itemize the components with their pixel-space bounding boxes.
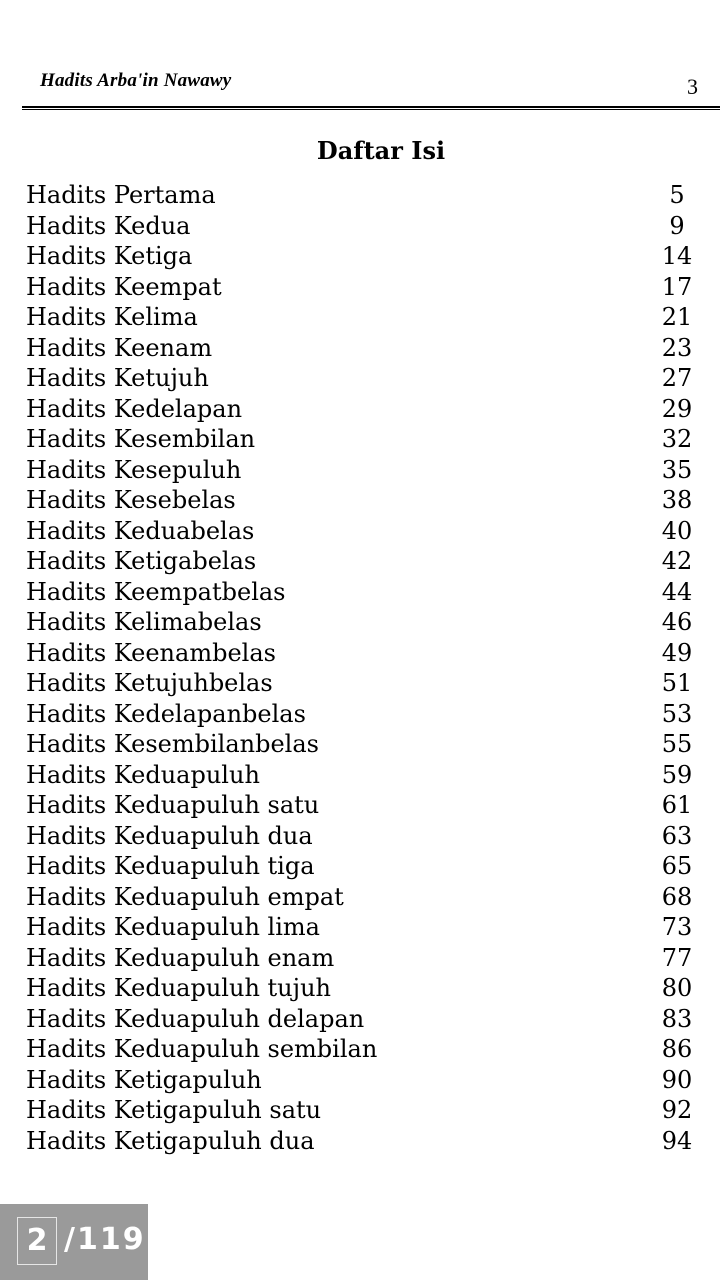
toc-entry-page: 44 — [661, 577, 693, 606]
toc-entry-page: 9 — [669, 211, 685, 240]
toc-entry-label: Hadits Kesembilanbelas — [26, 730, 319, 758]
toc-entry[interactable] — [26, 211, 694, 242]
toc-entry-label: Hadits Kelima — [26, 303, 198, 331]
toc-entry-page: 27 — [661, 364, 693, 392]
toc-entry-label: Hadits Kedelapanbelas — [26, 699, 306, 728]
toc-entry[interactable] — [26, 729, 694, 760]
toc-entry-label: Hadits Keduapuluh satu — [26, 791, 320, 819]
toc-entry[interactable] — [26, 668, 694, 699]
toc-entry-label: Hadits Keenam — [26, 333, 213, 362]
toc-entry-page: 14 — [661, 242, 693, 270]
toc-entry-label: Hadits Keempatbelas — [26, 577, 286, 606]
toc-entry[interactable] — [26, 302, 694, 333]
current-page-box[interactable]: 2 — [17, 1217, 57, 1265]
toc-entry-page: 32 — [661, 425, 693, 453]
toc-entry-page: 63 — [661, 821, 693, 850]
toc-entry-label: Hadits Keduapuluh — [26, 760, 260, 789]
toc-entry[interactable] — [26, 1095, 694, 1126]
toc-entry-page: 35 — [661, 455, 693, 484]
toc-entry[interactable] — [26, 882, 694, 913]
toc-entry-label: Hadits Kedelapan — [26, 394, 243, 423]
toc-entry-label: Hadits Ketigapuluh satu — [26, 1096, 322, 1124]
toc-entry-label: Hadits Ketigapuluh dua — [26, 1126, 315, 1155]
toc-entry-page: 94 — [661, 1126, 693, 1155]
toc-entry-label: Hadits Keduapuluh lima — [26, 913, 320, 941]
toc-entry[interactable] — [26, 272, 694, 303]
header-rule-thick — [22, 106, 720, 108]
toc-entry-label: Hadits Keenambelas — [26, 638, 276, 667]
toc-entry-label: Hadits Keduabelas — [26, 516, 255, 545]
toc-entry[interactable] — [26, 943, 694, 974]
toc-entry-page: 42 — [661, 547, 693, 575]
toc-entry[interactable] — [26, 790, 694, 821]
toc-entry-label: Hadits Ketiga — [26, 242, 193, 270]
toc-entry-label: Hadits Kesebelas — [26, 486, 236, 514]
toc-entry[interactable] — [26, 1034, 694, 1065]
toc-entry[interactable] — [26, 760, 694, 791]
toc-entry-label: Hadits Ketujuhbelas — [26, 669, 273, 697]
toc-entry-label: Hadits Keduapuluh delapan — [26, 1004, 365, 1033]
toc-entry-page: 61 — [661, 791, 693, 819]
toc-entry-page: 77 — [661, 943, 693, 972]
toc-entry-label: Hadits Kedua — [26, 211, 191, 240]
toc-entry[interactable] — [26, 546, 694, 577]
toc-entry[interactable] — [26, 973, 694, 1004]
toc-entry-label: Hadits Keduapuluh tujuh — [26, 974, 331, 1002]
toc-entry[interactable] — [26, 607, 694, 638]
toc-entry-page: 5 — [669, 181, 685, 209]
toc-entry-page: 23 — [661, 333, 693, 362]
toc-entry[interactable] — [26, 424, 694, 455]
toc-entry-page: 80 — [661, 974, 693, 1002]
toc-entry-label: Hadits Keempat — [26, 272, 222, 301]
toc-entry[interactable] — [26, 577, 694, 608]
toc-entry[interactable] — [26, 394, 694, 425]
toc-entry-page: 40 — [661, 516, 693, 545]
toc-entry-label: Hadits Ketigabelas — [26, 547, 257, 575]
toc-entry-label: Hadits Ketigapuluh — [26, 1065, 262, 1094]
toc-entry-label: Hadits Kesembilan — [26, 425, 256, 453]
toc-entry-page: 38 — [661, 486, 693, 514]
toc-entry[interactable] — [26, 1126, 694, 1157]
toc-entry-page: 55 — [661, 730, 693, 758]
toc-entry-page: 90 — [661, 1065, 693, 1094]
toc-entry-page: 92 — [661, 1096, 693, 1124]
toc-entry[interactable] — [26, 333, 694, 364]
toc-entry[interactable] — [26, 241, 694, 272]
toc-entry-page: 49 — [661, 638, 693, 667]
toc-entry[interactable] — [26, 821, 694, 852]
toc-entry-page: 29 — [661, 394, 693, 423]
toc-entry[interactable] — [26, 485, 694, 516]
toc-entry-label: Hadits Keduapuluh empat — [26, 882, 344, 911]
toc-entry-page: 51 — [661, 669, 693, 697]
toc-entry-page: 83 — [661, 1004, 693, 1033]
running-header-title: Hadits Arba'in Nawawy — [40, 70, 232, 91]
toc-entry-label: Hadits Keduapuluh sembilan — [26, 1035, 378, 1063]
toc-entry[interactable] — [26, 180, 694, 211]
toc-entry-page: 53 — [661, 699, 693, 728]
total-pages: /119 — [64, 1222, 146, 1257]
toc-entry-label: Hadits Kesepuluh — [26, 455, 242, 484]
header-rule-thin — [22, 109, 720, 110]
toc-entry-label: Hadits Keduapuluh tiga — [26, 852, 315, 880]
toc-entry-label: Hadits Pertama — [26, 181, 216, 209]
toc-entry[interactable] — [26, 363, 694, 394]
toc-entry-page: 68 — [661, 882, 693, 911]
toc-entry-page: 21 — [661, 303, 693, 331]
toc-entry[interactable] — [26, 1065, 694, 1096]
toc-entry[interactable] — [26, 516, 694, 547]
page-indicator[interactable] — [0, 1204, 148, 1280]
toc-entry-label: Hadits Ketujuh — [26, 364, 209, 392]
toc-entry-label: Hadits Kelimabelas — [26, 608, 262, 636]
toc-list — [26, 180, 694, 1156]
toc-entry[interactable] — [26, 912, 694, 943]
toc-entry-label: Hadits Keduapuluh dua — [26, 821, 313, 850]
toc-entry[interactable] — [26, 699, 694, 730]
toc-entry-label: Hadits Keduapuluh enam — [26, 943, 335, 972]
running-header-page-number: 3 — [687, 74, 698, 99]
toc-entry[interactable] — [26, 638, 694, 669]
toc-entry-page: 59 — [661, 760, 693, 789]
toc-entry-page: 73 — [661, 913, 693, 941]
toc-entry[interactable] — [26, 1004, 694, 1035]
toc-entry-page: 17 — [661, 272, 693, 301]
toc-entry-page: 65 — [661, 852, 693, 880]
toc-entry[interactable] — [26, 851, 694, 882]
toc-title: Daftar Isi — [316, 136, 446, 165]
toc-entry-page: 46 — [661, 608, 693, 636]
toc-entry[interactable] — [26, 455, 694, 486]
toc-entry-page: 86 — [661, 1035, 693, 1063]
